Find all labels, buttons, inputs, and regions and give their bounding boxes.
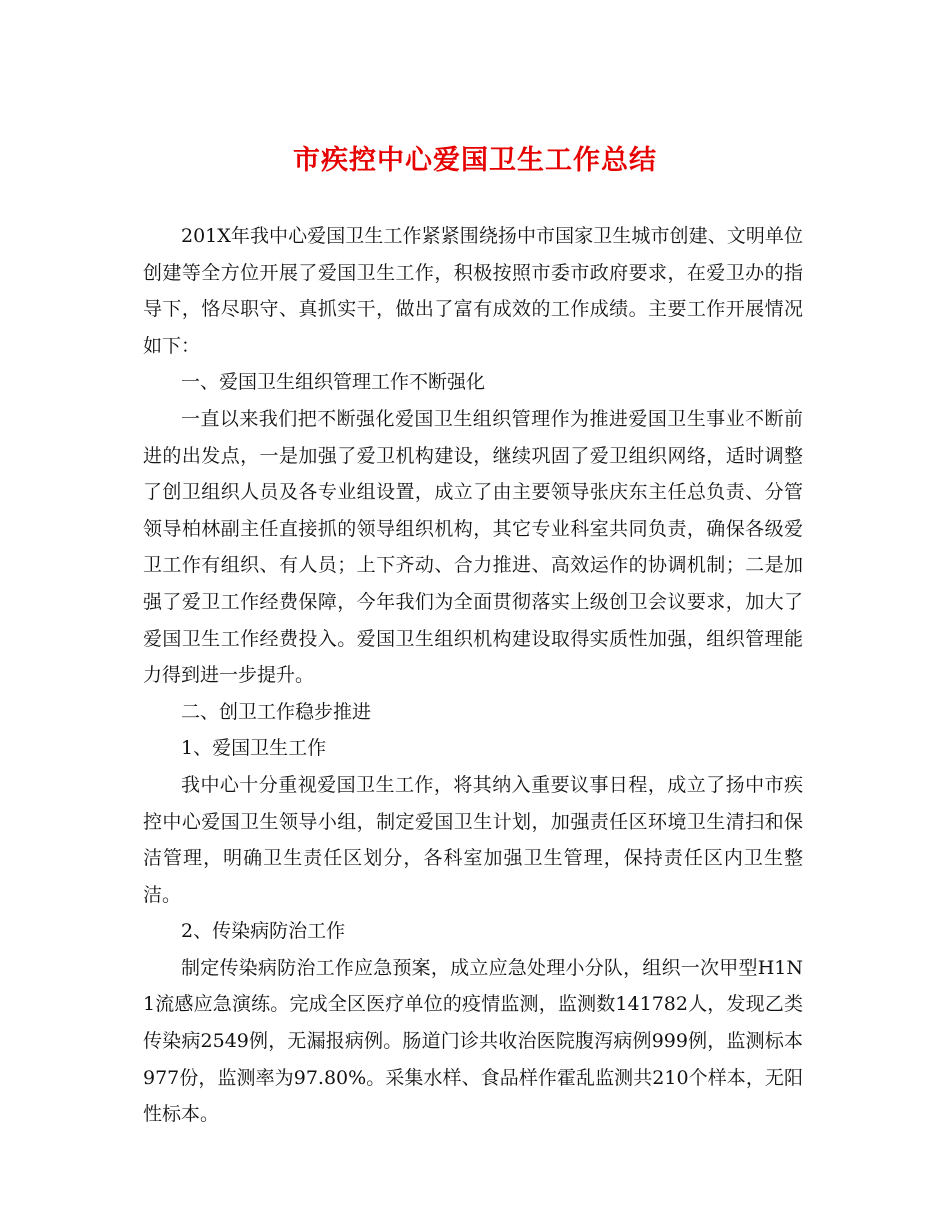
subsection-heading-2: 2、传染病防治工作 [181, 920, 346, 943]
paragraph-patriotic-health: 我中心十分重视爱国卫生工作，将其纳入重要议事日程，成立了扬中市疾控中心爱国卫生领导小组，制定爱国卫生计划，加强责任区环境卫生清扫和保洁管理，明确卫生责任区划分，各科室加强卫生管理，保持责任区内卫生整洁。 [143, 773, 803, 906]
section-heading-2: 二、创卫工作稳步推进 [181, 700, 372, 723]
section-heading-1: 一、爱国卫生组织管理工作不断强化 [181, 371, 486, 394]
document-title: 市疾控中心爱国卫生工作总结 [293, 145, 657, 176]
document-body [143, 218, 803, 1133]
paragraph-organization: 一直以来我们把不断强化爱国卫生组织管理作为推进爱国卫生事业不断前进的出发点，一是加强了爱卫机构建设，继续巩固了爱卫组织网络，适时调整了创卫组织人员及各专业组设置，成立了由主要领导张庆东主任总负责、分管领导柏林副主任直接抓的领导组织机构，其它专业科室共同负责，确保各级爱卫工作有组织、有人员；上下齐动、合力推进、高效运作的协调机制；二是加强了爱卫工作经费保障，今年我们为全面贯彻落实上级创卫会议要求，加大了爱国卫生工作经费投入。爱国卫生组织机构建设取得实质性加强，组织管理能力得到进一步提升。 [143, 407, 803, 687]
subsection-heading-1: 1、爱国卫生工作 [181, 737, 327, 760]
paragraph-intro: 201X年我中心爱国卫生工作紧紧围绕扬中市国家卫生城市创建、文明单位创建等全方位开展了爱国卫生工作，积极按照市委市政府要求，在爱卫办的指导下，恪尽职守、真抓实干，做出了富有成效的工作成绩。主要工作开展情况如下： [143, 225, 803, 357]
paragraph-infectious-disease: 制定传染病防治工作应急预案，成立应急处理小分队，组织一次甲型H1N1流感应急演练。完成全区医疗单位的疫情监测，监测数141782人，发现乙类传染病2549例，无漏报病例。肠道门诊共收治医院腹泻病例999例，监测标本977份，监测率为97.80%。采集水样、食品样作霍乱监测共210个样本，无阳性标本。 [143, 956, 803, 1126]
